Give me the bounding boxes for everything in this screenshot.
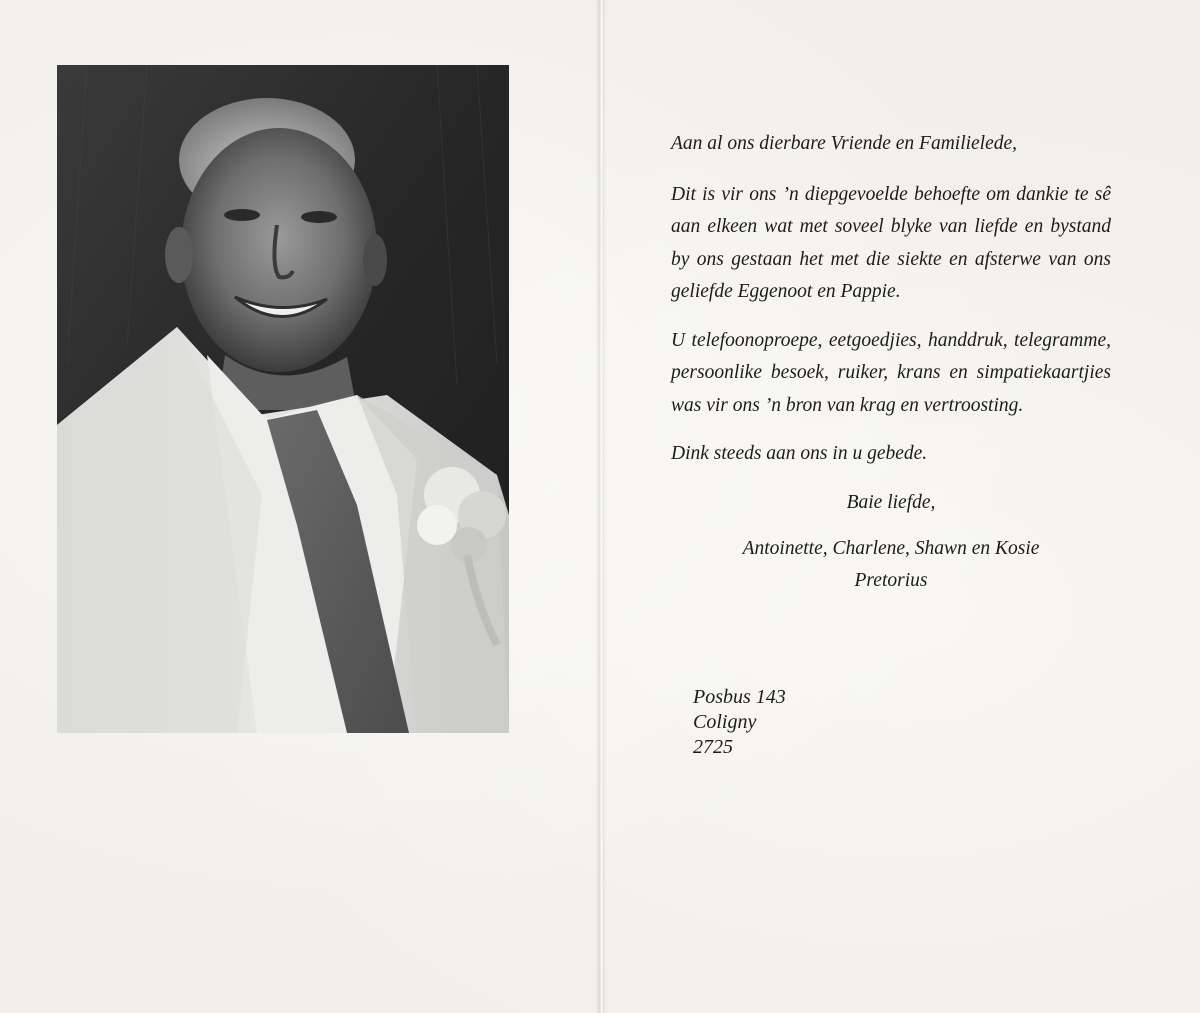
portrait-photo-image — [57, 65, 509, 733]
portrait-photo — [57, 65, 509, 733]
card-fold — [596, 0, 606, 1013]
letter-greeting: Aan al ons dierbare Vriende en Familielede, — [671, 133, 1018, 154]
address-line-1: Posbus 143 — [693, 686, 786, 708]
letter-body — [671, 128, 1111, 597]
letter-closing: Baie liefde, — [846, 491, 936, 513]
address-line-2: Coligny — [693, 711, 757, 733]
letter-paragraph-3: Dink steeds aan ons in u gebede. — [671, 443, 928, 464]
letter-paragraph-2: U telefoonoproepe, eetgoedjies, handdruk, telegramme, persoonlike besoek, ruiker, krans en simpatiekaartjies was vir ons ’n bron van krag en vertroosting. — [671, 329, 1111, 416]
postal-address — [693, 685, 786, 760]
letter-surname: Pretorius — [854, 570, 928, 591]
letter-paragraph-1: Dit is vir ons ’n diepgevoelde behoefte om dankie te sê aan elkeen wat met soveel blyke van liefde en bystand by ons gestaan het met die siekte en afsterwe van ons geliefde Eggenoot en Pappie. — [671, 183, 1111, 302]
letter-signatories: Antoinette, Charlene, Shawn en Kosie — [742, 538, 1040, 559]
address-line-3: 2725 — [693, 736, 733, 758]
